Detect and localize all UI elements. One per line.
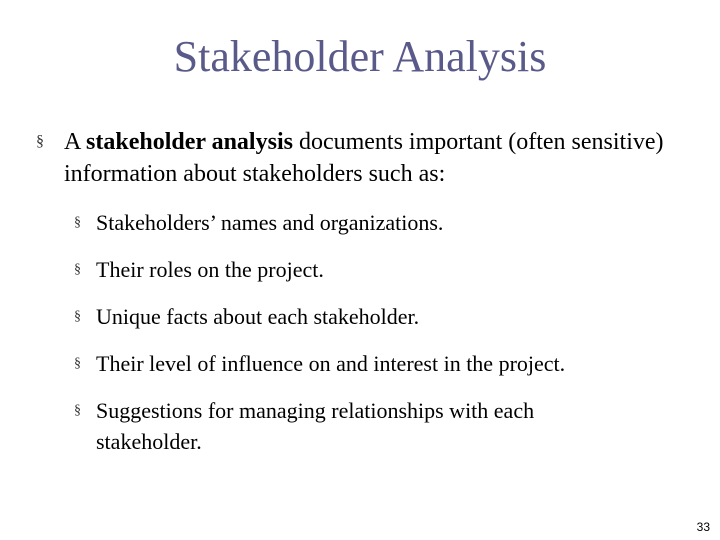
sub-bullet-item <box>74 301 674 332</box>
bullet-marker-icon: § <box>74 309 81 324</box>
sub-bullet-item <box>74 207 674 238</box>
main-bullet-text <box>36 126 686 190</box>
main-bullet-bold-term: stakeholder analysis <box>86 129 293 155</box>
sub-bullet-text: Suggestions for managing relationships with each stakeholder. <box>96 398 535 454</box>
bullet-marker-icon: § <box>74 215 81 230</box>
main-bullet-prefix: A <box>64 129 87 155</box>
main-bullet-suffix: documents important (often sensitive) information about stakeholders such as: <box>64 129 664 187</box>
sub-bullet-item <box>74 348 674 379</box>
bullet-marker-icon: § <box>36 133 44 150</box>
sub-bullet-text: Stakeholders’ names and organizations. <box>96 210 444 235</box>
slide-title: Stakeholder Analysis <box>173 32 547 81</box>
sub-bullet-text: Unique facts about each stakeholder. <box>96 304 420 329</box>
bullet-marker-icon: § <box>74 262 81 277</box>
main-bullet <box>36 126 686 190</box>
sub-bullet-text: Their level of influence on and interest in the project. <box>96 351 566 376</box>
page-number: 33 <box>696 520 710 534</box>
sub-bullet-text: Their roles on the project. <box>96 257 324 282</box>
sub-bullet-item <box>74 395 634 457</box>
sub-bullet-item <box>74 254 674 285</box>
bullet-marker-icon: § <box>74 403 81 418</box>
bullet-marker-icon: § <box>74 356 81 371</box>
